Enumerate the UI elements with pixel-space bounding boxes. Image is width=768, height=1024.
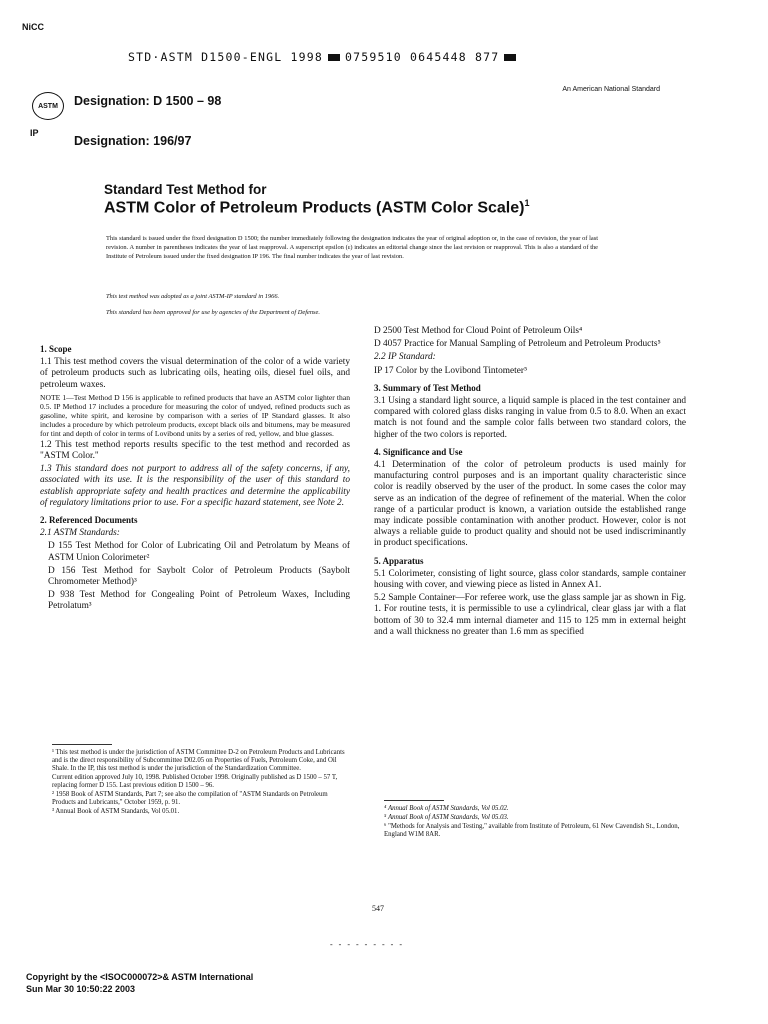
right-column (374, 326, 686, 640)
footnote: ³ Annual Book of ASTM Standards, Vol 05.01. (52, 808, 180, 815)
title-line-1: Standard Test Method for (104, 182, 267, 197)
footnotes-right (384, 800, 684, 840)
adopted-note: This test method was adopted as a joint ASTM-IP standard in 1966. (106, 293, 280, 300)
header-strip (128, 50, 521, 64)
ref-item: D 156 Test Method for Saybolt Color of Petroleum Products (Saybolt Chromometer Method)³ (48, 565, 350, 588)
footnote: ² 1958 Book of ASTM Standards, Part 7; see also the compilation of "ASTM Standards on Petroleum Products and Lubricants," October 1959, p. 91. (52, 791, 328, 806)
apparatus-5-1: 5.1 Colorimeter, consisting of light source, glass color standards, sample container housing with cover, and viewing piece as listed in Annex A1. (374, 568, 686, 591)
page-number: 547 (372, 904, 384, 913)
footnote: ¹ This test method is under the jurisdiction of ASTM Committee D-2 on Petroleum Products and Lubricants and is the direct responsibility of Subcommittee D02.05 on Properties of Fuels, Petroleum Coke, and Oil Shale. In the IP, this test method is under the jurisdiction of the Standardization Committee. (52, 749, 345, 772)
footnotes-left (52, 744, 350, 817)
scope-1-1: 1.1 This test method covers the visual determination of the color of a wide variety of petroleum products such as lubricating oils, heating oils, diesel fuel oils, and petroleum waxes. (40, 357, 350, 390)
title-text: ASTM Color of Petroleum Products (ASTM Color Scale) (104, 199, 525, 217)
barcode-block (328, 54, 340, 61)
bottom-dash: - - - - - - - - - (330, 940, 404, 949)
title-footnote-ref: 1 (524, 198, 530, 208)
ip-logo: IP (30, 128, 39, 138)
scope-1-2: 1.2 This test method reports results specific to the test method and recorded as "ASTM Color." (40, 439, 350, 462)
note-1: NOTE 1—Test Method D 156 is applicable to refined products that have an ASTM color lighter than 0.5. IP Method 17 includes a procedure for measuring the color of undyed, refined products such as gasoline, white spirit, and kerosine by comparison with a series of IP Standard glasses. It also includes a procedure by which petroleum products, except black oils and bitumens, may be measured for tint and depth of color in terms of Lovibond units by a series of red, yellow, and blue glasses. (40, 392, 350, 438)
ref-item: D 938 Test Method for Congealing Point of Petroleum Waxes, Including Petrolatum³ (48, 590, 350, 612)
header-strip-middle: 0759510 0645448 877 (344, 50, 500, 64)
footnote: ⁴ Annual Book of ASTM Standards, Vol 05.02. (384, 805, 509, 812)
significance-heading: 4. Significance and Use (374, 446, 463, 457)
designation-ip: Designation: 196/97 (74, 134, 192, 148)
footnote: Current edition approved July 10, 1998. Published October 1998. Originally published as D 1500 – 57 T, replacing former D 155. Last previous edition D 1500 – 96. (52, 774, 338, 789)
significance-4-1: 4.1 Determination of the color of petroleum products is used mainly for manufacturing control purposes and is an important quality characteristic since color is readily observed by the user of the product. In some cases the color may serve as an indication of the degree of refinement of the material. When the color range of a particular product is known, a variation outside the established range may indicate possible contamination with another product. However, color is not always a reliable guide to product quality and should not be used indiscriminantly in product specifications. (374, 460, 686, 549)
designation-astm: Designation: D 1500 – 98 (74, 94, 222, 108)
summary-heading: 3. Summary of Test Method (374, 382, 481, 393)
ref-heading: 2. Referenced Documents (40, 515, 138, 526)
footnote-rule (384, 800, 444, 801)
summary-3-1: 3.1 Using a standard light source, a liquid sample is placed in the test container and compared with colored glass disks ranging in value from 0.5 to 8.0. When an exact match is not found and the sample color falls between two standard colors, the higher of the two colors is reported. (374, 396, 686, 440)
copyright-timestamp: Sun Mar 30 10:50:22 2003 (26, 984, 136, 994)
footnote: ⁵ Annual Book of ASTM Standards, Vol 05.03. (384, 814, 509, 821)
ref-2-2: 2.2 IP Standard: (374, 352, 436, 363)
ref-item: D 155 Test Method for Color of Lubricating Oil and Petrolatum by Means of ASTM Union Colorimeter² (48, 541, 350, 563)
ans-label: An American National Standard (562, 86, 660, 93)
barcode-block (504, 54, 516, 61)
scope-heading: 1. Scope (40, 344, 72, 354)
corner-mark: NiCC (22, 22, 44, 32)
astm-logo: ASTM (32, 92, 64, 120)
footnote: ⁶ "Methods for Analysis and Testing," available from Institute of Petroleum, 61 New Cavendish St., London, England W1M 8AR. (384, 823, 680, 838)
header-strip-left: STD·ASTM D1500-ENGL 1998 (128, 50, 323, 64)
copyright-line: Copyright by the <ISOC000072>& ASTM International (26, 972, 254, 982)
left-column (40, 340, 350, 615)
issue-note: This standard is issued under the fixed designation D 1500; the number immediately following the designation indicates the year of original adoption or, in the case of revision, the year of last revision. A number in parentheses indicates the year of last reapproval. A superscript epsilon (ε) indicates an editorial change since the last revision or reapproval. This is also a standard of the Institute of Petroleum issued under the fixed designation IP 196. The final number indicates the year of last revision. (106, 235, 598, 260)
ref-item: D 4057 Practice for Manual Sampling of Petroleum and Petroleum Products⁵ (374, 339, 661, 350)
ip-17: IP 17 Color by the Lovibond Tintometer⁵ (374, 365, 528, 376)
dod-note: This standard has been approved for use by agencies of the Department of Defense. (106, 309, 320, 316)
ref-item: D 2500 Test Method for Cloud Point of Petroleum Oils⁴ (374, 326, 583, 336)
scope-1-3: 1.3 This standard does not purport to address all of the safety concerns, if any, associated with its use. It is the responsibility of the user of this standard to establish appropriate safety and health practices and determine the applicability of regulatory limitations prior to use. For a specific hazard statement, see Note 2. (40, 464, 350, 508)
apparatus-heading: 5. Apparatus (374, 555, 424, 566)
footnote-rule (52, 744, 112, 745)
title-line-2 (104, 198, 530, 217)
ref-2-1: 2.1 ASTM Standards: (40, 528, 120, 539)
apparatus-5-2: 5.2 Sample Container—For referee work, use the glass sample jar as shown in Fig. 1. For routine tests, it is permissible to use a cylindrical, clear glass jar with a flat bottom of 30 to 32.4 mm internal diameter and 115 to 125 mm in external height and a wall thickness no greater than 1.6 mm as specified (374, 593, 686, 637)
